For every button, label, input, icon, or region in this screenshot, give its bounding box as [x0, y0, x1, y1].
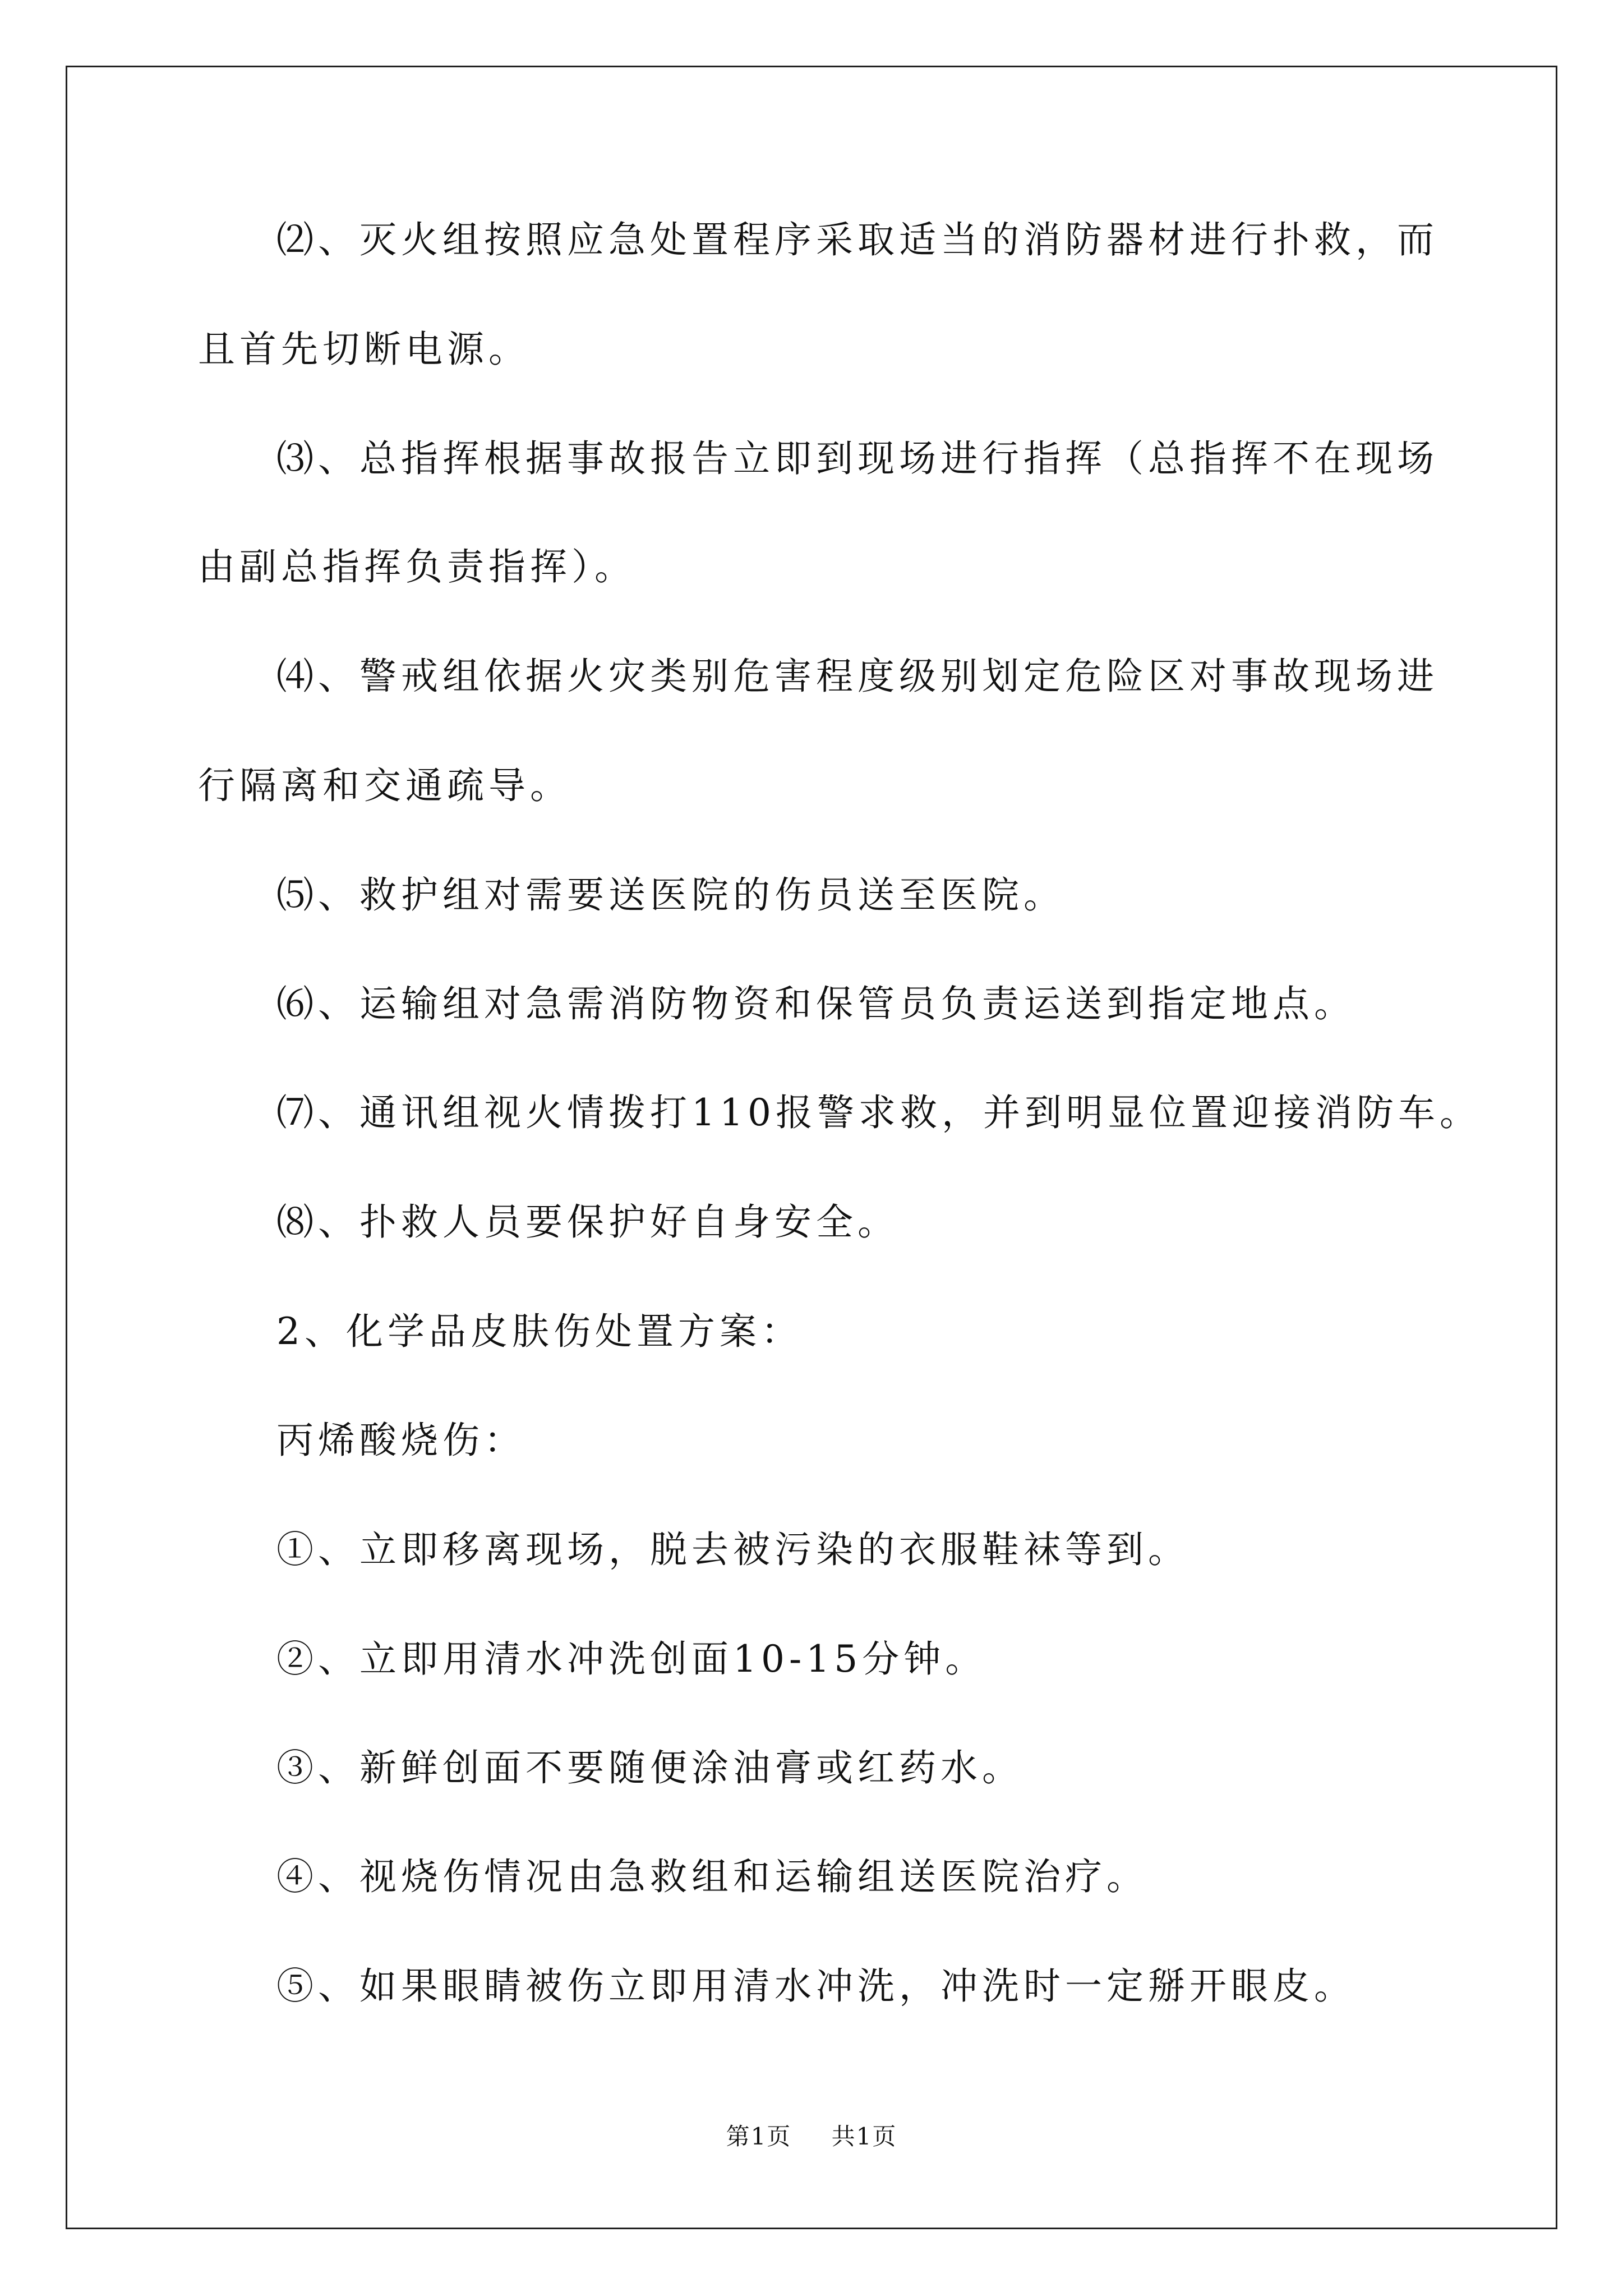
- paragraph-line: ⑤、如果眼睛被伤立即用清水冲洗，冲洗时一定掰开眼皮。: [276, 1964, 1355, 2008]
- paragraph-line: 行隔离和交通疏导。: [198, 764, 571, 807]
- page-border: [66, 66, 1557, 2229]
- paragraph-line: ⑵、灭火组按照应急处置程序采取适当的消防器材进行扑救，而: [276, 218, 1438, 261]
- paragraph-line: ④、视烧伤情况由急救组和运输组送医院治疗。: [276, 1855, 1148, 1898]
- paragraph-line: ⑻、扑救人员要保护好自身安全。: [276, 1200, 899, 1244]
- paragraph-line: 且首先切断电源。: [198, 328, 530, 371]
- paragraph-line: ⑺、通讯组视火情拨打110报警求救，并到明显位置迎接消防车。: [276, 1091, 1481, 1134]
- total-pages: 共1页: [831, 2123, 897, 2150]
- paragraph-line: ⑹、运输组对急需消防物资和保管员负责运送到指定地点。: [276, 982, 1355, 1025]
- page-number: 第1页: [726, 2123, 792, 2150]
- paragraph-line: ⑸、救护组对需要送医院的伤员送至医院。: [276, 873, 1065, 917]
- paragraph-line: ⑶、总指挥根据事故报告立即到现场进行指挥（总指挥不在现场: [276, 437, 1438, 480]
- paragraph-line: ②、立即用清水冲洗创面10-15分钟。: [276, 1637, 987, 1681]
- page-footer: [0, 2125, 1623, 2148]
- section-heading: 2、化学品皮肤伤处置方案：: [276, 1310, 803, 1353]
- paragraph-line: 由副总指挥负责指挥）。: [198, 545, 636, 588]
- paragraph-line: ⑷、警戒组依据火灾类别危害程度级别划定危险区对事故现场进: [276, 655, 1438, 698]
- paragraph-line: ③、新鲜创面不要随便涂油膏或红药水。: [276, 1746, 1023, 1789]
- subsection-heading: 丙烯酸烧伤：: [276, 1419, 525, 1462]
- paragraph-line: ①、立即移离现场，脱去被污染的衣服鞋袜等到。: [276, 1528, 1189, 1571]
